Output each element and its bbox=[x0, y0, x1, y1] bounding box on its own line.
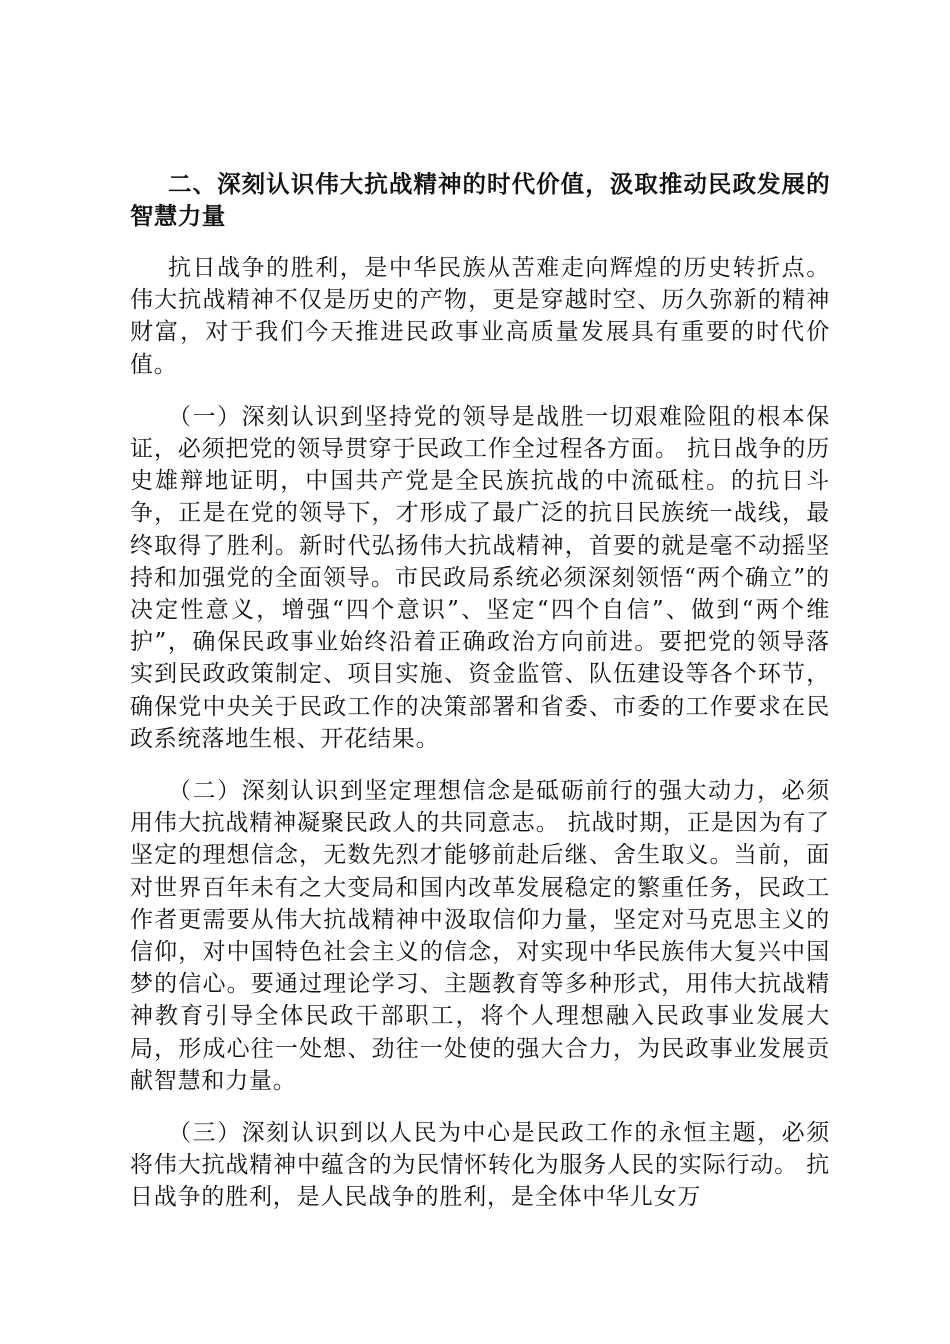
paragraph-item-3: （三）深刻认识到以人民为中心是民政工作的永恒主题，必须将伟大抗战精神中蕴含的为民情怀转化为服务人民的实际行动。 抗日战争的胜利，是人民战争的胜利，是全体中华儿女万 bbox=[130, 1120, 830, 1211]
document-body bbox=[130, 168, 830, 1234]
paragraph-item-1: （一）深刻认识到坚持党的领导是战胜一切艰难险阻的根本保证，必须把党的领导贯穿于民政工作全过程各方面。 抗日战争的历史雄辩地证明，中国共产党是全民族抗战的中流砥柱。的抗日斗争，正是在党的领导下，才形成了最广泛的抗日民族统一战线，最终取得了胜利。新时代弘扬伟大抗战精神，首要的就是毫不动摇坚持和加强党的全面领导。市民政局系统必须深刻领悟“两个确立”的决定性意义，增强“四个意识”、坚定“四个自信”、做到“两个维护”，确保民政事业始终沿着正确政治方向前进。要把党的领导落实到民政政策制定、项目实施、资金监管、队伍建设等各个环节，确保党中央关于民政工作的决策部署和省委、市委的工作要求在民政系统落地生根、开花结果。 bbox=[130, 403, 830, 752]
section-heading: 二、深刻认识伟大抗战精神的时代价值，汲取推动民政发展的智慧力量 bbox=[130, 170, 830, 230]
paragraph-item-2: （二）深刻认识到坚定理想信念是砥砺前行的强大动力，必须用伟大抗战精神凝聚民政人的共同意志。 抗战时期，正是因为有了坚定的理想信念，无数先烈才能够前赴后继、舍生取义。当前，面对世界百年未有之大变局和国内改革发展稳定的繁重任务，民政工作者更需要从伟大抗战精神中汲取信仰力量，坚定对马克思主义的信仰，对中国特色社会主义的信念，对实现中华民族伟大复兴中国梦的信心。要通过理论学习、主题教育等多种形式，用伟大抗战精神教育引导全体民政干部职工，将个人理想融入民政事业发展大局，形成心往一处想、劲往一处使的强大合力，为民政事业发展贡献智慧和力量。 bbox=[130, 778, 830, 1094]
intro-paragraph: 抗日战争的胜利，是中华民族从苦难走向辉煌的历史转折点。伟大抗战精神不仅是历史的产物，更是穿越时空、历久弥新的精神财富，对于我们今天推进民政事业高质量发展具有重要的时代价值。 bbox=[130, 255, 830, 378]
